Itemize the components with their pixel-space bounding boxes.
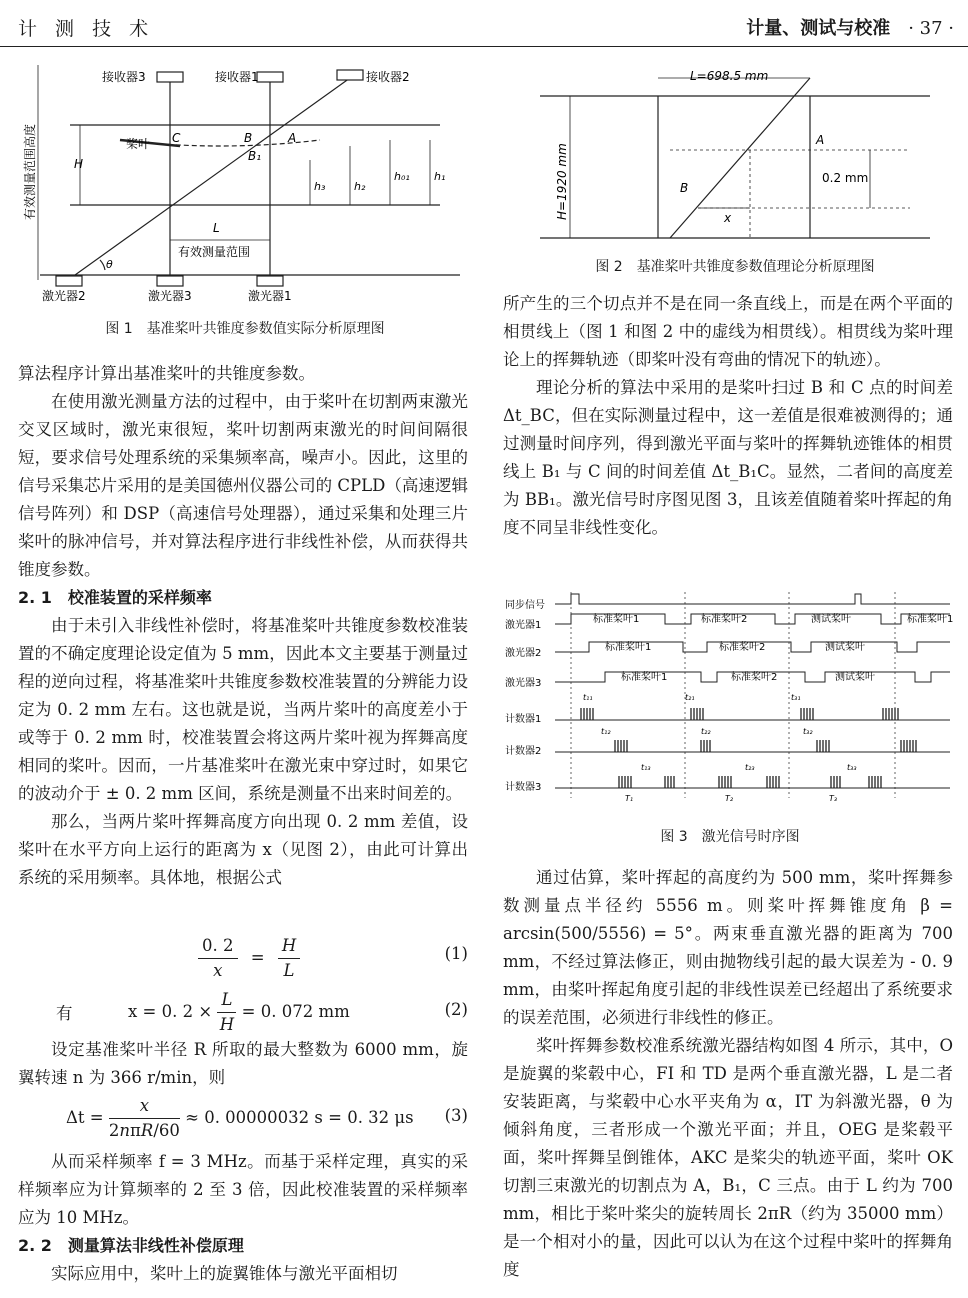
laser-2-label: 激光器2 bbox=[42, 289, 86, 303]
fig2-l-label: L=698.5 mm bbox=[690, 69, 769, 83]
left-paragraph-1: 算法程序计算出基准桨叶的共锥度参数。 bbox=[18, 364, 315, 383]
section-2-1-heading: 2. 1 校准装置的采样频率 bbox=[18, 588, 212, 607]
point-c: C bbox=[172, 131, 181, 145]
blade-label-2d: 标准桨叶2 bbox=[731, 672, 778, 683]
equation-3 bbox=[18, 1094, 468, 1150]
figure-2-caption: 图 2 基准桨叶共锥度参数值理论分析原理图 bbox=[595, 259, 875, 275]
eq3-rhs: ≈ 0. 00000032 s = 0. 32 μs bbox=[185, 1108, 414, 1127]
laser-1-label: 激光器1 bbox=[248, 289, 292, 303]
T1: T₁ bbox=[625, 794, 634, 803]
eq1-number: (1) bbox=[444, 944, 468, 963]
point-b: B bbox=[244, 131, 253, 145]
blade-label: 桨叶 bbox=[126, 137, 151, 151]
fig2-x-label: x bbox=[724, 211, 732, 225]
blade-label-2c: 标准桨叶2 bbox=[719, 642, 766, 653]
blade-label-1a: 标准桨叶1 bbox=[593, 614, 640, 625]
equation-1: $\frac{0. 2}{x}$ = $\frac{H}{L}$ (1) bbox=[18, 934, 468, 988]
section-title-text: 计量、测试与校准 bbox=[746, 18, 891, 39]
eq1-right-fraction: $\frac{H}{L}$ bbox=[278, 934, 300, 983]
label-h2: h₂ bbox=[354, 180, 366, 193]
blade-label-1d: 标准桨叶1 bbox=[621, 672, 668, 683]
eq2-fraction: $\frac{L}{H}$ bbox=[217, 988, 236, 1037]
t31: t₃₁ bbox=[791, 693, 801, 702]
left-column-top bbox=[18, 360, 468, 892]
page-number: · 37 · bbox=[908, 18, 954, 39]
t13: t₁₃ bbox=[641, 763, 651, 772]
row-counter2: 计数器2 bbox=[505, 746, 542, 757]
left-paragraph-5: 设定基准桨叶半径 R 所取的最大整数为 6000 mm，旋翼转速 n 为 366 r/min，则 bbox=[18, 1040, 468, 1087]
right-paragraph-2: 理论分析的算法中采用的是桨叶扫过 B 和 C 点的时间差 Δt_BC，但在实际测量过程中，这一差值是很难被测得的；通过测量时间序列，得到激光平面与桨叶的挥舞轨迹锥体的相贯线上 B₁ 与 C 间的时间差值 Δt_B₁C。显然，二者间的高度差为 BB₁。激光信号时序图见图 3，且该差值随着桨叶挥起的角度不同呈非线性变化。 bbox=[503, 378, 953, 537]
figure-3-caption: 图 3 激光信号时序图 bbox=[660, 829, 800, 845]
right-paragraph-4: 桨叶挥舞参数校准系统激光器结构如图 4 所示，其中，O 是旋翼的桨毂中心，FI 和 TD 是两个垂直激光器，L 是二者安装距离，与桨毂中心水平夹角为 α，IT 为斜激光器，θ 为倾斜角度，三者形成一个激光平面；并且，OEG 是桨毂平面，桨叶挥舞呈倒锥体，AKC 是桨尖的轨迹平面，桨叶 OK 切割三束激光的切割点为 A，B₁，C 三点。由于 L 约为 700 mm，相比于桨叶桨尖的旋转周长 2πR（约为 35000 mm）是一个相对小的量，因此可以认为在这个过程中桨叶的挥舞角度 bbox=[503, 1036, 953, 1279]
row-laser1: 激光器1 bbox=[505, 620, 542, 631]
label-theta: θ bbox=[106, 258, 113, 271]
T3: T₃ bbox=[829, 794, 838, 803]
eq2-lhs: x = 0. 2 × bbox=[128, 1002, 213, 1021]
row-laser2: 激光器2 bbox=[505, 648, 542, 659]
left-column-mid bbox=[18, 1036, 468, 1092]
left-paragraph-3: 由于未引入非线性补偿时，将基准桨叶共锥度参数校准装置的不确定度理论设定值为 5 mm，因此本文主要基于测量过程的逆向过程，将基准桨叶共锥度参数校准装置的分辨能力设定为 0. 2 mm 左右。这也就是说，当两片桨叶的高度差小于或等于 0. 2 mm 时，校准装置会将这两片桨叶视为挥舞高度相同的桨叶。因而，一片基准桨叶在激光束中穿过时，如果它的波动介于 ± 0. 2 mm 区间，系统是测量不出来时间差的。 bbox=[18, 616, 468, 803]
blade-label-2a: 标准桨叶2 bbox=[701, 614, 748, 625]
laser-3-label: 激光器3 bbox=[148, 289, 192, 303]
blade-label-test-d: 测试桨叶 bbox=[835, 672, 875, 683]
label-h3: h₃ bbox=[314, 180, 326, 193]
eq3-lhs: Δt = bbox=[66, 1108, 104, 1127]
label-h: H bbox=[74, 157, 84, 171]
left-paragraph-6: 从而采样频率 f = 3 MHz。而基于采样定理，真实的采样频率应为计算频率的 2 至 3 倍，因此校准装置的采样频率应为 10 MHz。 bbox=[18, 1152, 468, 1227]
eq2-prefix: 有 bbox=[56, 1004, 73, 1023]
blade-label-test-c: 测试桨叶 bbox=[825, 642, 865, 653]
blade-label-1b: 标准桨叶1 bbox=[907, 614, 954, 625]
eq2-rhs: = 0. 072 mm bbox=[241, 1002, 350, 1021]
T2: T₂ bbox=[725, 794, 734, 803]
right-column-top bbox=[503, 290, 953, 542]
left-paragraph-7: 实际应用中，桨叶上的旋翼锥体与激光平面相切 bbox=[51, 1264, 398, 1283]
left-paragraph-4: 那么，当两片桨叶挥舞高度方向出现 0. 2 mm 差值，设桨叶在水平方向上运行的距离为 x（见图 2），由此可计算出系统的采用频率。具体地，根据公式 bbox=[18, 812, 468, 887]
t23: t₂₃ bbox=[745, 763, 755, 772]
section-2-2-heading: 2. 2 测量算法非线性补偿原理 bbox=[18, 1236, 244, 1255]
figure-3 bbox=[505, 588, 955, 810]
fig2-h-label: H=1920 mm bbox=[555, 143, 569, 220]
blade-label-1c: 标准桨叶1 bbox=[605, 642, 652, 653]
blade-label-test-a: 测试桨叶 bbox=[811, 614, 851, 625]
figure-2 bbox=[540, 60, 930, 250]
label-l: L bbox=[213, 221, 220, 235]
vertical-range-label: 有效测量范围高度 bbox=[23, 123, 37, 220]
t12: t₁₂ bbox=[601, 727, 611, 736]
label-h1: h₁ bbox=[434, 170, 446, 183]
t21: t₂₁ bbox=[685, 693, 695, 702]
label-h01: h₀₁ bbox=[394, 170, 410, 183]
journal-name: 计 测 技 术 bbox=[18, 18, 155, 40]
receiver-1-label: 接收器1 bbox=[215, 70, 259, 84]
right-paragraph-3: 通过估算，桨叶挥起的高度约为 500 mm，桨叶挥舞参数测量点半径约 5556 m。则桨叶挥舞锥度角 β = arcsin(500/5556) = 5°。两束垂直激光器的距离为 700 mm，不经过算法修正，则由抛物线引起的最大误差为 - 0. 9 mm，由桨叶挥起角度引起的非线性误差已经超出了系统要求的误差范围，必须进行非线性的修正。 bbox=[503, 868, 953, 1027]
left-paragraph-2: 在使用激光测量方法的过程中，由于桨叶在切割两束激光交叉区域时，激光束很短，桨叶切割两束激光的时间间隔很短，要求信号处理系统的采集频率高，噪声小。因此，这里的信号采集芯片采用的是美国德州仪器公司的 CPLD（高速逻辑信号阵列）和 DSP（高速信号处理器），通过采集和处理三片桨叶的脉冲信号，并对算法程序进行非线性补偿，从而获得共锥度参数。 bbox=[18, 392, 468, 579]
row-counter3: 计数器3 bbox=[505, 782, 542, 793]
figure-1 bbox=[20, 60, 470, 310]
receiver-2-label: 接收器2 bbox=[366, 70, 410, 84]
row-sync: 同步信号 bbox=[505, 600, 545, 611]
fig2-point-a: A bbox=[816, 133, 825, 147]
horizontal-range-label: 有效测量范围 bbox=[178, 245, 251, 259]
t33: t₃₃ bbox=[847, 763, 857, 772]
eq3-number: (3) bbox=[444, 1106, 468, 1125]
section-title bbox=[746, 14, 954, 40]
row-counter1: 计数器1 bbox=[505, 714, 542, 725]
eq1-left-fraction: $\frac{0. 2}{x}$ bbox=[198, 934, 238, 983]
t32: t₃₂ bbox=[803, 727, 813, 736]
page-header bbox=[0, 0, 968, 47]
point-a: A bbox=[288, 131, 297, 145]
t11: t₁₁ bbox=[583, 693, 593, 702]
figure-1-caption: 图 1 基准桨叶共锥度参数值实际分析原理图 bbox=[105, 321, 385, 337]
eq3-fraction: $\frac{x}{\text{2nπR/60}}$ bbox=[108, 1096, 180, 1140]
eq2-number: (2) bbox=[444, 1000, 468, 1019]
row-laser3: 激光器3 bbox=[505, 678, 542, 689]
point-b1: B₁ bbox=[248, 149, 262, 163]
left-column-bottom bbox=[18, 1148, 468, 1288]
fig2-d-label: 0.2 mm bbox=[822, 171, 869, 185]
t22: t₂₂ bbox=[701, 727, 711, 736]
right-column-bottom bbox=[503, 864, 953, 1284]
receiver-3-label: 接收器3 bbox=[102, 70, 146, 84]
fig2-point-b: B bbox=[680, 181, 689, 195]
right-paragraph-1: 所产生的三个切点并不是在同一条直线上，而是在两个平面的相贯线上（图 1 和图 2 中的虚线为相贯线）。相贯线为桨叶理论上的挥舞轨迹（即桨叶没有弯曲的情况下的轨迹）。 bbox=[503, 294, 953, 369]
